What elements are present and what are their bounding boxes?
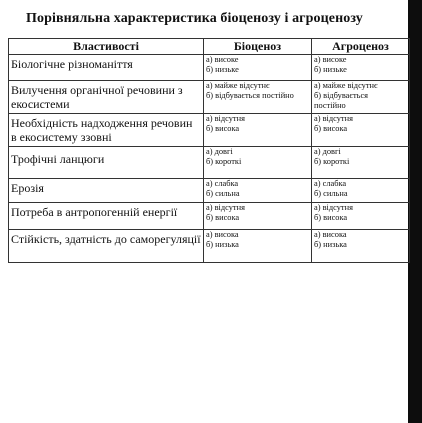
option-a: а) високе (314, 55, 347, 64)
table-row (9, 55, 410, 81)
property-cell: Трофічні ланцюги (9, 147, 204, 179)
option-a: а) високе (206, 55, 239, 64)
option-b: б) низька (314, 240, 347, 249)
table-row (9, 114, 410, 147)
option-b: б) відбувається постійно (206, 91, 294, 100)
option-a: а) слабка (314, 179, 347, 188)
option-a: а) довгі (314, 147, 341, 156)
biocenosis-cell (204, 81, 312, 114)
biocenosis-cell (204, 230, 312, 263)
option-a: а) майже відсутнє (314, 81, 378, 90)
header-properties: Властивості (9, 39, 204, 55)
option-b: б) сильна (206, 189, 240, 198)
option-b: б) низьке (314, 65, 347, 74)
agrocenosis-cell (312, 203, 410, 230)
option-b: б) короткі (314, 157, 350, 166)
page-title: Порівняльна характеристика біоценозу і агроценозу (26, 11, 363, 26)
agrocenosis-cell (312, 147, 410, 179)
page-edge-shadow (408, 0, 422, 423)
agrocenosis-cell (312, 55, 410, 81)
property-cell: Стійкість, здатність до саморегуляції (9, 230, 204, 263)
property-cell: Вилучення органічної речовини з екосистеми (9, 81, 204, 114)
property-cell: Необхідність надходження речовин в екосистему ззовні (9, 114, 204, 147)
option-a: а) відсутня (206, 114, 245, 123)
option-a: а) висока (206, 230, 239, 239)
biocenosis-cell (204, 203, 312, 230)
agrocenosis-cell (312, 114, 410, 147)
option-b-continued: постійно (314, 101, 346, 110)
property-cell: Потреба в антропогенній енергії (9, 203, 204, 230)
option-b: б) висока (314, 213, 348, 222)
option-a: а) висока (314, 230, 347, 239)
header-biocenosis: Біоценоз (204, 39, 312, 55)
option-b: б) відбувається (314, 91, 369, 100)
biocenosis-cell (204, 55, 312, 81)
option-b: б) висока (206, 124, 240, 133)
agrocenosis-cell (312, 179, 410, 203)
comparison-table (8, 38, 410, 263)
option-a: а) відсутня (314, 114, 353, 123)
option-a: а) довгі (206, 147, 233, 156)
table-row (9, 179, 410, 203)
option-a: а) слабка (206, 179, 239, 188)
option-b: б) сильна (314, 189, 348, 198)
property-cell: Ерозія (9, 179, 204, 203)
option-b: б) короткі (206, 157, 242, 166)
header-agrocenosis: Агроценоз (312, 39, 410, 55)
option-a: а) відсутня (206, 203, 245, 212)
table-row (9, 230, 410, 263)
table-row (9, 203, 410, 230)
option-a: а) відсутня (314, 203, 353, 212)
biocenosis-cell (204, 114, 312, 147)
table-header-row (9, 39, 410, 55)
agrocenosis-cell (312, 230, 410, 263)
option-b: б) низьке (206, 65, 239, 74)
option-a: а) майже відсутнє (206, 81, 270, 90)
table-row (9, 147, 410, 179)
option-b: б) висока (314, 124, 348, 133)
option-b: б) низька (206, 240, 239, 249)
property-cell: Біологічне різноманіття (9, 55, 204, 81)
table-row (9, 81, 410, 114)
option-b: б) висока (206, 213, 240, 222)
agrocenosis-cell (312, 81, 410, 114)
biocenosis-cell (204, 147, 312, 179)
biocenosis-cell (204, 179, 312, 203)
